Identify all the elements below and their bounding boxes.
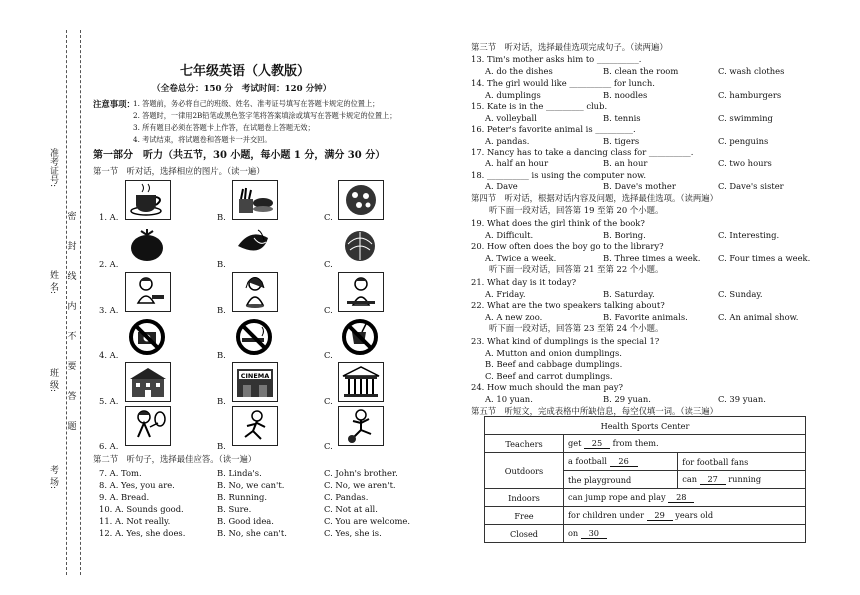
table-title: Health Sports Center [485,417,806,435]
table-row [485,525,806,543]
sports-center-table [484,416,806,543]
hint-21-22: 听下面一段对话，回答第 21 至第 22 个小题。 [489,264,664,274]
section4-heading: 第四节 听对话，根据对话内容及问题，选择最佳选项。（读两遍） [471,193,719,203]
table-row [485,489,806,507]
table-title-row [485,417,806,435]
school-building-icon [125,362,171,402]
cinema-building-icon [232,362,278,402]
closed-cell: on 30 [564,525,806,543]
no-food-sign-icon [338,318,382,356]
girl-eating-icon [232,272,278,312]
table-row [485,453,806,471]
tomato-icon [125,226,169,264]
museum-building-icon [338,362,384,402]
outdoors-cell-4: can 27 running [678,471,806,489]
blank-29: 29 [647,510,673,521]
exam-room-label: 考 场: [48,465,58,489]
outdoors-label: Outdoors [485,453,564,489]
page-title: 七年级英语（人教版） [180,64,311,79]
name-label: 姓 名: [48,270,58,294]
section3-heading: 第三节 听对话，选择最佳选项完成句子。（读两遍） [471,42,668,52]
cabbage-icon [338,226,382,264]
kid-tennis-icon [125,406,171,446]
table-row [485,507,806,525]
section1-heading: 第一节 听对话，选择相应的图片。（读一遍） [93,166,265,176]
kid-running-icon [232,406,278,446]
table-row [485,435,806,453]
class-label: 班 级: [48,368,58,392]
outdoors-cell-2: for football fans [678,453,806,471]
blank-26: 26 [610,456,638,467]
free-label: Free [485,507,564,525]
hint-23-24: 听下面一段对话，回答第 23 至第 24 个小题。 [489,323,664,333]
blank-30: 30 [581,528,607,539]
seal-warning: 密 封 线 内 不 要 答 题 [67,212,77,432]
fast-food-icon [232,180,278,220]
page-subtitle: （全卷总分：150 分 考试时间：120 分钟） [152,84,332,94]
seal-line-inner [80,30,81,575]
no-photos-sign-icon [125,318,169,356]
part1-heading: 第一部分 听力（共五节，30 小题，每小题 1 分，满分 30 分） [93,150,386,161]
note-3: 3. 所有题目必须在答题卡上作答，在试题卷上答题无效； [133,123,315,132]
section5-heading: 第五节 听短文，完成表格中所缺信息，每空仅填一词。（读三遍） [471,406,719,416]
onion-icon [232,226,276,264]
note-2: 2. 答题时，一律用2B铅笔或黑色签字笔将答案填涂或填写在答题卡规定的位置上； [133,111,397,120]
notes-label: 注意事项： [93,99,135,109]
coffee-cup-icon [125,180,171,220]
blank-28: 28 [668,492,694,503]
no-smoking-sign-icon [232,318,276,356]
kid-football-icon [338,406,384,446]
note-1: 1. 答题前，务必将自己的班级、姓名、准考证号填写在答题卡规定的位置上； [133,99,380,108]
blank-27: 27 [700,474,726,485]
exam-number-label: 准考证号: [48,148,58,188]
indoors-cell: can jump rope and play 28 [564,489,806,507]
indoors-label: Indoors [485,489,564,507]
outdoors-cell-1: a football 26 [564,453,678,471]
boy-eating-icon [125,272,171,312]
blank-25: 25 [584,438,610,449]
teachers-label: Teachers [485,435,564,453]
svg-text:CINEMA: CINEMA [240,372,270,380]
free-cell: for children under 29 years old [564,507,806,525]
outdoors-cell-3: the playground [564,471,678,489]
pizza-icon [338,180,384,220]
teachers-cell: get 25 from them. [564,435,806,453]
hint-19-20: 听下面一段对话，回答第 19 至第 20 个小题。 [489,205,664,215]
boy-thinking-icon [338,272,384,312]
closed-label: Closed [485,525,564,543]
section2-heading: 第二节 听句子，选择最佳应答。（读一遍） [93,454,257,464]
note-4: 4. 考试结束，将试题卷和答题卡一并交回。 [133,135,272,144]
